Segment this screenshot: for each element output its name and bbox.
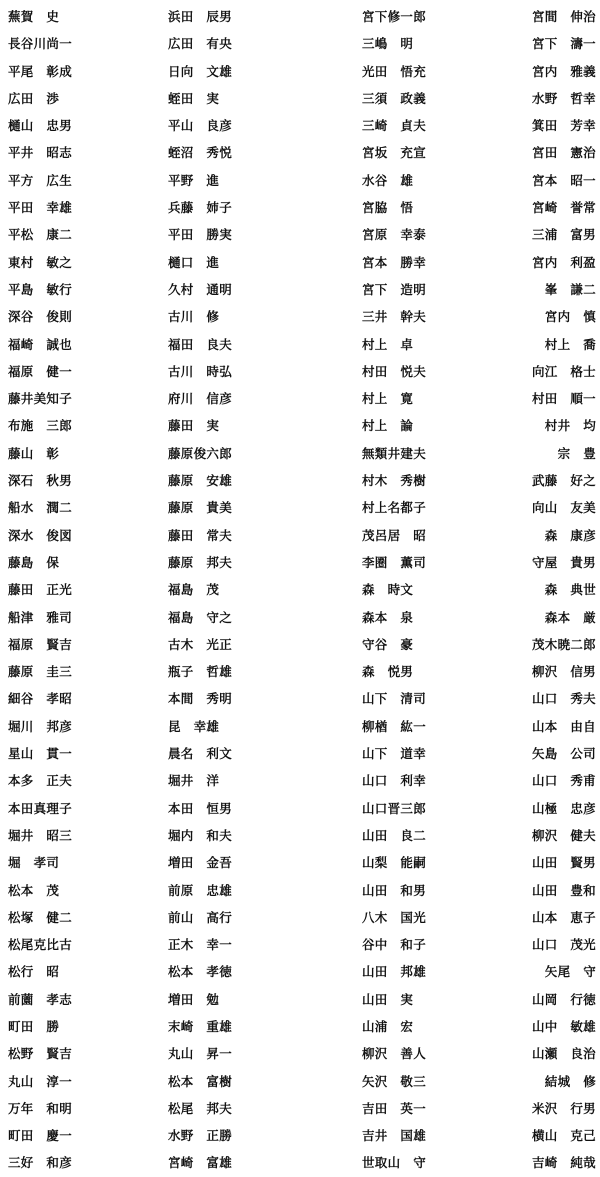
name-entry: 細谷 孝昭 bbox=[8, 691, 73, 707]
name-entry: 広田 渉 bbox=[8, 90, 60, 106]
name-entry: 藤田 常夫 bbox=[168, 527, 233, 543]
name-entry: 福崎 誠也 bbox=[8, 336, 73, 352]
name-entry: 丸山 淳一 bbox=[8, 1073, 73, 1089]
name-entry: 藤原 安雄 bbox=[168, 473, 233, 489]
name-entry: 山田 賢男 bbox=[531, 855, 596, 871]
name-entry: 宮崎 富雄 bbox=[168, 1155, 233, 1171]
name-entry: 藤島 保 bbox=[8, 554, 60, 570]
name-entry: 藤田 実 bbox=[168, 418, 220, 434]
name-entry: 光田 悟充 bbox=[362, 63, 427, 79]
name-entry: 村上名都子 bbox=[362, 500, 427, 516]
name-entry: 前薗 孝志 bbox=[8, 991, 73, 1007]
name-entry: 宮下 造明 bbox=[362, 281, 427, 297]
name-entry: 茂呂居 昭 bbox=[362, 527, 427, 543]
name-column-3 bbox=[362, 3, 512, 1177]
name-entry: 星山 貫一 bbox=[8, 746, 73, 762]
name-entry: 藤井美知子 bbox=[8, 391, 73, 407]
name-entry: 山中 敏雄 bbox=[531, 1018, 596, 1034]
name-entry: 松尾克比古 bbox=[8, 937, 73, 953]
name-entry: 蕪賀 史 bbox=[8, 9, 60, 24]
name-entry: 古木 光正 bbox=[168, 636, 233, 652]
name-column-4 bbox=[520, 3, 596, 1177]
name-entry: 横山 克己 bbox=[531, 1128, 596, 1144]
name-entry: 村上 論 bbox=[362, 418, 414, 434]
name-entry: 山岡 行徳 bbox=[531, 991, 596, 1007]
name-entry: 町田 慶一 bbox=[8, 1128, 73, 1144]
name-entry: 武藤 好之 bbox=[531, 473, 596, 489]
name-entry: 平田 勝実 bbox=[168, 227, 233, 243]
name-column-1 bbox=[8, 3, 158, 1177]
name-entry: 山田 和男 bbox=[362, 882, 427, 898]
name-entry: 森 康彦 bbox=[544, 527, 596, 543]
name-entry: 増田 金吾 bbox=[168, 855, 233, 871]
name-entry: 山瀬 良治 bbox=[531, 1046, 596, 1062]
name-entry: 深石 秋男 bbox=[8, 473, 73, 489]
name-entry: 矢尾 守 bbox=[544, 964, 596, 980]
name-entry: 山下 清司 bbox=[362, 691, 427, 707]
name-entry: 松行 昭 bbox=[8, 964, 60, 980]
name-entry: 村田 順一 bbox=[531, 391, 596, 407]
name-entry: 宮坂 充宣 bbox=[362, 145, 427, 161]
name-entry: 三好 和彦 bbox=[8, 1155, 73, 1171]
name-entry: 本田真理子 bbox=[8, 800, 73, 816]
name-entry: 布施 三郎 bbox=[8, 418, 73, 434]
name-entry: 山田 実 bbox=[362, 991, 414, 1007]
name-entry: 無類井建夫 bbox=[362, 445, 427, 461]
name-entry: 古川 時弘 bbox=[168, 363, 233, 379]
name-entry: 松尾 邦夫 bbox=[168, 1100, 233, 1116]
name-entry: 箕田 芳幸 bbox=[531, 118, 596, 134]
name-entry: 平山 良彦 bbox=[168, 118, 233, 134]
name-entry: 福田 良夫 bbox=[168, 336, 233, 352]
name-entry: 宮本 昭一 bbox=[531, 172, 596, 188]
name-entry: 平松 康二 bbox=[8, 227, 73, 243]
name-entry: 平尾 彰成 bbox=[8, 63, 73, 79]
name-entry: 柳沢 健夫 bbox=[531, 827, 596, 843]
name-entry: 宮崎 誉常 bbox=[531, 200, 596, 216]
name-entry: 平島 敏行 bbox=[8, 281, 73, 297]
name-entry: 山口晋三郎 bbox=[362, 800, 427, 816]
name-entry: 向山 友美 bbox=[531, 500, 596, 516]
name-entry: 宮田 憲治 bbox=[531, 145, 596, 161]
name-entry: 茂木暁二郎 bbox=[531, 636, 596, 652]
name-entry: 宮下修一郎 bbox=[362, 9, 427, 24]
name-entry: 増田 勉 bbox=[168, 991, 220, 1007]
name-entry: 世取山 守 bbox=[362, 1155, 427, 1171]
name-entry: 向江 格士 bbox=[531, 363, 596, 379]
name-entry: 前原 忠雄 bbox=[168, 882, 233, 898]
name-entry: 本田 恒男 bbox=[168, 800, 233, 816]
name-entry: 前山 高行 bbox=[168, 909, 233, 925]
name-entry: 宮本 勝幸 bbox=[362, 254, 427, 270]
name-entry: 守屋 貴男 bbox=[531, 554, 596, 570]
name-entry: 兵藤 姉子 bbox=[168, 200, 233, 216]
name-entry: 平野 進 bbox=[168, 172, 220, 188]
name-entry: 堀井 洋 bbox=[168, 773, 220, 789]
name-entry: 浜田 辰男 bbox=[168, 9, 233, 24]
name-entry: 三崎 貞夫 bbox=[362, 118, 427, 134]
name-entry: 山浦 宏 bbox=[362, 1018, 414, 1034]
name-entry: 三井 幹夫 bbox=[362, 309, 427, 325]
name-entry: 平井 昭志 bbox=[8, 145, 73, 161]
name-entry: 府川 信彦 bbox=[168, 391, 233, 407]
name-entry: 柳沢 善人 bbox=[362, 1046, 427, 1062]
name-entry: 森 時文 bbox=[362, 582, 414, 598]
name-entry: 松野 賢吉 bbox=[8, 1046, 73, 1062]
name-entry: 結城 修 bbox=[544, 1073, 596, 1089]
name-entry: 町田 勝 bbox=[8, 1018, 60, 1034]
name-entry: 深水 俊図 bbox=[8, 527, 73, 543]
name-entry: 村木 秀樹 bbox=[362, 473, 427, 489]
name-entry: 矢沢 敬三 bbox=[362, 1073, 427, 1089]
name-entry: 平方 広生 bbox=[8, 172, 73, 188]
name-entry: 東村 敏之 bbox=[8, 254, 73, 270]
name-entry: 藤原 貴美 bbox=[168, 500, 233, 516]
name-entry: 蛭沼 秀悦 bbox=[168, 145, 233, 161]
name-entry: 松本 孝徳 bbox=[168, 964, 233, 980]
name-entry: 福島 守之 bbox=[168, 609, 233, 625]
name-entry: 三須 政義 bbox=[362, 90, 427, 106]
name-entry: 山田 邦雄 bbox=[362, 964, 427, 980]
name-entry: 堀内 和夫 bbox=[168, 827, 233, 843]
name-entry: 堀井 昭三 bbox=[8, 827, 73, 843]
name-entry: 守谷 豪 bbox=[362, 636, 414, 652]
name-entry: 堀 孝司 bbox=[8, 855, 60, 871]
name-entry: 森本 厳 bbox=[544, 609, 596, 625]
name-entry: 末崎 重雄 bbox=[168, 1018, 233, 1034]
name-entry: 藤原 邦夫 bbox=[168, 554, 233, 570]
name-entry: 三浦 富男 bbox=[531, 227, 596, 243]
name-entry: 水谷 雄 bbox=[362, 172, 414, 188]
name-entry: 矢島 公司 bbox=[531, 746, 596, 762]
name-entry: 谷中 和子 bbox=[362, 937, 427, 953]
name-entry: 松本 富樹 bbox=[168, 1073, 233, 1089]
name-entry: 宮内 慎 bbox=[544, 309, 596, 325]
name-entry: 万年 和明 bbox=[8, 1100, 73, 1116]
name-entry: 山口 茂光 bbox=[531, 937, 596, 953]
name-entry: 村上 喬 bbox=[544, 336, 596, 352]
name-entry: 福原 健一 bbox=[8, 363, 73, 379]
name-entry: 森 典世 bbox=[544, 582, 596, 598]
name-entry: 柳楢 紘一 bbox=[362, 718, 427, 734]
name-entry: 船津 雅司 bbox=[8, 609, 73, 625]
name-entry: 長谷川尚一 bbox=[8, 36, 73, 52]
name-entry: 森本 泉 bbox=[362, 609, 414, 625]
name-entry: 山梨 能嗣 bbox=[362, 855, 427, 871]
name-entry: 吉井 国雄 bbox=[362, 1128, 427, 1144]
name-entry: 山口 利幸 bbox=[362, 773, 427, 789]
name-entry: 堀川 邦彦 bbox=[8, 718, 73, 734]
name-entry: 山本 恵子 bbox=[531, 909, 596, 925]
name-entry: 本間 秀明 bbox=[168, 691, 233, 707]
name-entry: 森 悦男 bbox=[362, 664, 414, 680]
name-entry: 吉田 英一 bbox=[362, 1100, 427, 1116]
name-entry: 宮下 濤一 bbox=[531, 36, 596, 52]
name-entry: 丸山 昇一 bbox=[168, 1046, 233, 1062]
name-entry: 山田 豊和 bbox=[531, 882, 596, 898]
name-entry: 藤原俊六郎 bbox=[168, 445, 233, 461]
name-entry: 峯 謙二 bbox=[544, 281, 596, 297]
name-entry: 宮間 伸治 bbox=[531, 9, 596, 24]
name-entry: 広田 有央 bbox=[168, 36, 233, 52]
name-entry: 水野 哲幸 bbox=[531, 90, 596, 106]
name-entry: 松塚 健二 bbox=[8, 909, 73, 925]
name-entry: 山口 秀夫 bbox=[531, 691, 596, 707]
name-entry: 松本 茂 bbox=[8, 882, 60, 898]
name-entry: 蛭田 実 bbox=[168, 90, 220, 106]
name-entry: 宮内 雅義 bbox=[531, 63, 596, 79]
name-entry: 本多 正夫 bbox=[8, 773, 73, 789]
name-entry: 村上 寛 bbox=[362, 391, 414, 407]
name-entry: 柳沢 信男 bbox=[531, 664, 596, 680]
name-column-2 bbox=[168, 3, 318, 1177]
name-entry: 山下 道幸 bbox=[362, 746, 427, 762]
name-entry: 村井 均 bbox=[544, 418, 596, 434]
name-entry: 正木 幸一 bbox=[168, 937, 233, 953]
name-entry: 宮内 利盈 bbox=[531, 254, 596, 270]
name-entry: 樋口 進 bbox=[168, 254, 220, 270]
name-entry: 藤原 圭三 bbox=[8, 664, 73, 680]
name-entry: 藤山 彰 bbox=[8, 445, 60, 461]
name-entry: 三嶋 明 bbox=[362, 36, 414, 52]
name-entry: 藤田 正光 bbox=[8, 582, 73, 598]
name-entry: 宗 豊 bbox=[557, 445, 596, 461]
name-entry: 山田 良二 bbox=[362, 827, 427, 843]
name-entry: 船水 潤二 bbox=[8, 500, 73, 516]
name-entry: 山口 秀甫 bbox=[531, 773, 596, 789]
name-entry: 久村 通明 bbox=[168, 281, 233, 297]
name-entry: 水野 正勝 bbox=[168, 1128, 233, 1144]
name-entry: 日向 文雄 bbox=[168, 63, 233, 79]
name-entry: 福原 賢吉 bbox=[8, 636, 73, 652]
name-entry: 晨名 利文 bbox=[168, 746, 233, 762]
name-entry: 昆 幸雄 bbox=[168, 718, 220, 734]
name-entry: 古川 修 bbox=[168, 309, 220, 325]
name-entry: 瓶子 哲雄 bbox=[168, 664, 233, 680]
name-entry: 吉崎 純哉 bbox=[531, 1155, 596, 1171]
name-entry: 米沢 行男 bbox=[531, 1100, 596, 1116]
name-entry: 村上 卓 bbox=[362, 336, 414, 352]
name-entry: 福島 茂 bbox=[168, 582, 220, 598]
name-entry: 李圏 薫司 bbox=[362, 554, 427, 570]
name-entry: 宮原 幸泰 bbox=[362, 227, 427, 243]
name-entry: 平田 幸雄 bbox=[8, 200, 73, 216]
name-entry: 宮脇 悟 bbox=[362, 200, 414, 216]
name-entry: 村田 悦夫 bbox=[362, 363, 427, 379]
name-entry: 深谷 俊則 bbox=[8, 309, 73, 325]
name-entry: 山本 由自 bbox=[531, 718, 596, 734]
name-entry: 樋山 忠男 bbox=[8, 118, 73, 134]
name-entry: 山極 忠彦 bbox=[531, 800, 596, 816]
name-entry: 八木 国光 bbox=[362, 909, 427, 925]
